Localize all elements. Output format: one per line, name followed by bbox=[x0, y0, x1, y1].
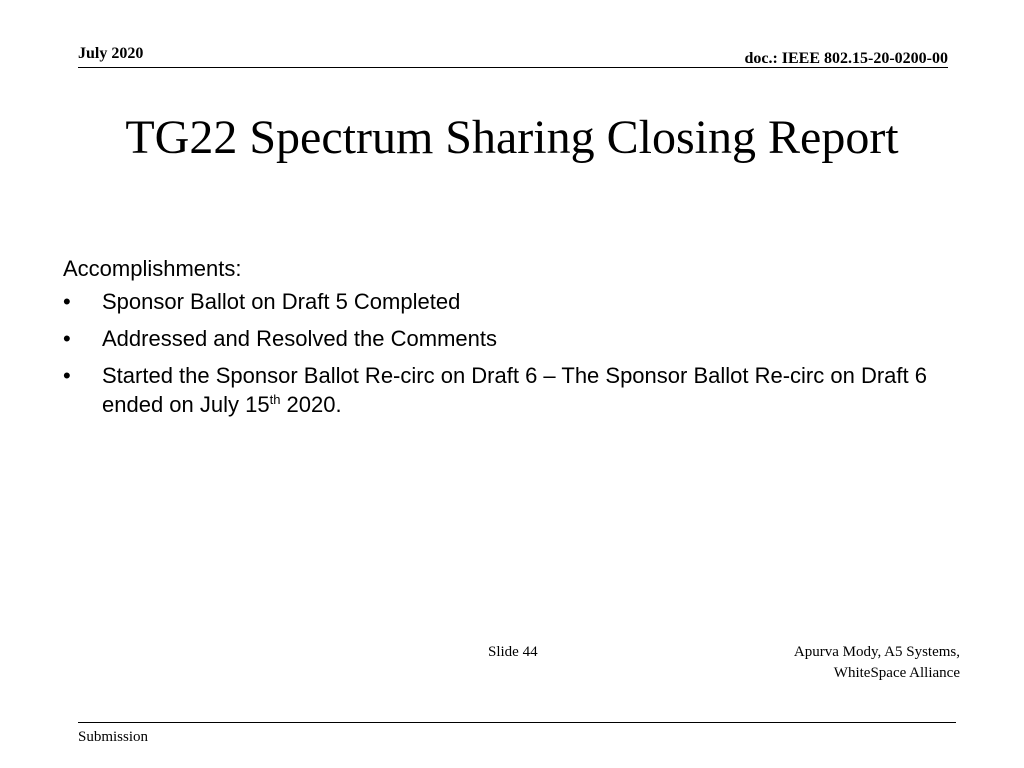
slide-body bbox=[63, 251, 993, 427]
bullet-list bbox=[63, 287, 993, 419]
author-organization: WhiteSpace Alliance bbox=[833, 665, 960, 681]
submission-label: Submission bbox=[78, 729, 149, 745]
bullet-marker: • bbox=[63, 326, 71, 351]
bullet-marker: • bbox=[63, 363, 71, 388]
bullet-text-main: Started the Sponsor Ballot Re-circ on Draft 6 – The Sponsor Ballot Re-circ on Draft 6 ended on July 15 bbox=[102, 363, 927, 417]
footer-divider bbox=[78, 722, 956, 723]
bullet-text: Sponsor Ballot on Draft 5 Completed bbox=[102, 289, 461, 314]
slide-title: TG22 Spectrum Sharing Closing Report bbox=[125, 111, 899, 164]
bullet-item bbox=[63, 324, 993, 353]
author-credit bbox=[794, 642, 960, 684]
author-name: Apurva Mody, A5 Systems, bbox=[793, 644, 960, 660]
bullet-text-end: 2020. bbox=[280, 392, 342, 417]
accomplishments-heading: Accomplishments: bbox=[63, 256, 242, 281]
bullet-marker: • bbox=[63, 289, 71, 314]
slide-number: Slide 44 bbox=[488, 644, 538, 660]
ordinal-suffix: th bbox=[269, 392, 281, 407]
document-id: doc.: IEEE 802.15-20-0200-00 bbox=[744, 50, 948, 67]
bullet-text bbox=[102, 363, 927, 417]
header-divider bbox=[78, 67, 948, 68]
bullet-item bbox=[63, 361, 993, 419]
header-date: July 2020 bbox=[78, 45, 144, 62]
bullet-text: Addressed and Resolved the Comments bbox=[102, 326, 497, 351]
bullet-item bbox=[63, 287, 993, 316]
